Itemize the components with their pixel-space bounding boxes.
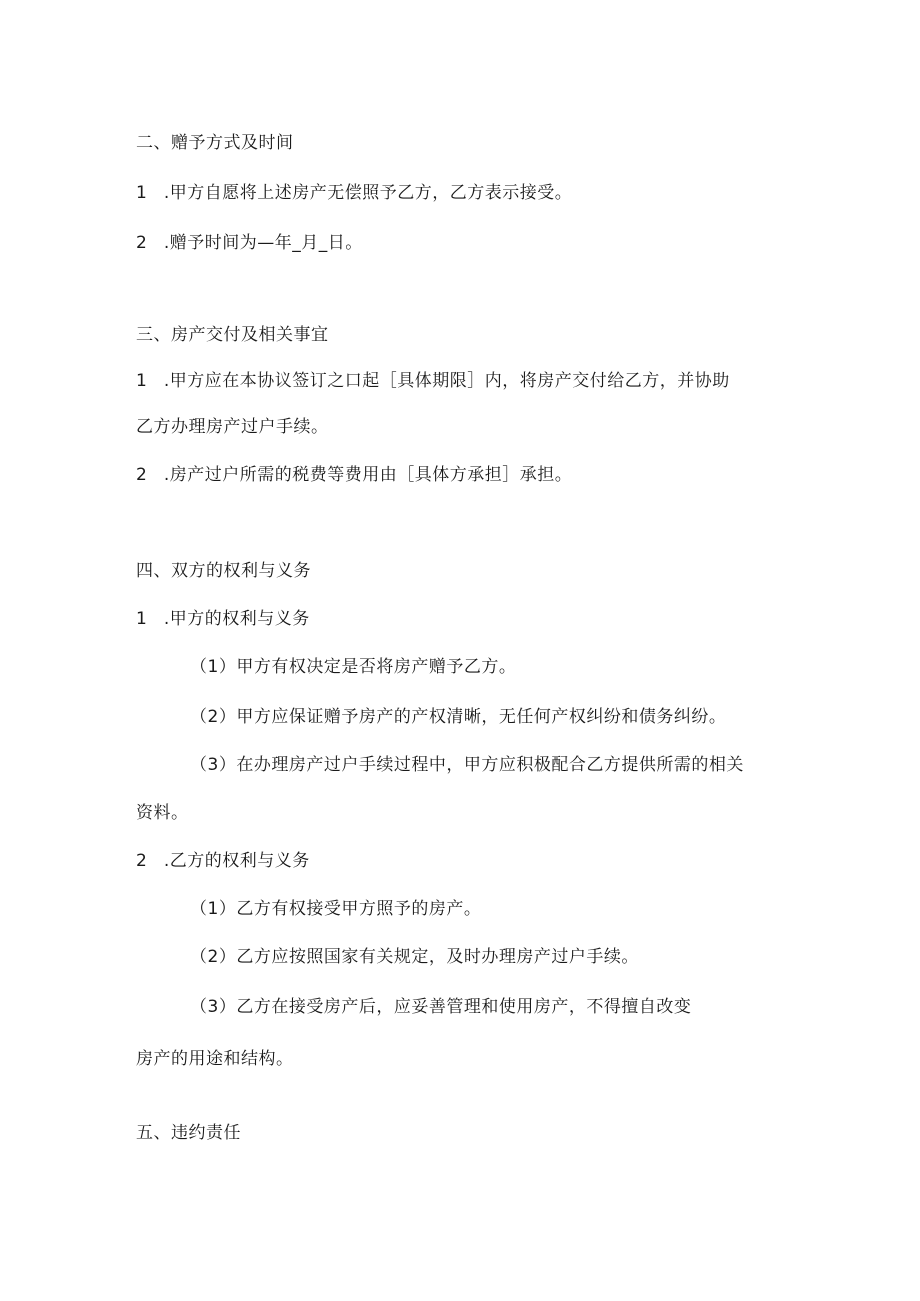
clause-text: .甲方应在本协议签订之口起［具体期限］内，将房产交付给乙方，并协助 [158,371,730,391]
clause-number: 1 [136,371,148,391]
clause-2-1 [136,181,572,205]
clause-number: 1 [136,183,148,203]
subclause-4-1-2: （2）甲方应保证赠予房产的产权清晰，无任何产权纠纷和债务纠纷。 [190,707,727,727]
clause-number: 2 [136,465,148,485]
section-heading-4: 四、双方的权利与义务 [136,561,311,581]
subclause-4-1-3: （3）在办理房产过户手续过程中，甲方应积极配合乙方提供所需的相关 [190,755,744,775]
section-heading-2: 二、赠予方式及时间 [136,133,294,153]
clause-number: 1 [136,609,148,629]
clause-3-1-continuation: 乙方办理房产过户手续。 [136,417,329,437]
clause-2-2 [136,231,363,255]
subclause-4-1-1: （1）甲方有权决定是否将房产赠予乙方。 [190,657,517,677]
clause-number: 2 [136,851,148,871]
clause-4-2 [136,849,310,873]
subclause-4-2-1: （1）乙方有权接受甲方照予的房产。 [190,899,482,919]
subclause-4-1-3-continuation: 资料。 [136,803,189,823]
clause-3-1 [136,369,730,393]
clause-3-2 [136,463,572,487]
subclause-4-2-3-continuation: 房产的用途和结构。 [136,1049,294,1069]
subclause-4-2-3: （3）乙方在接受房产后，应妥善管理和使用房产，不得擅自改变 [190,997,692,1017]
section-heading-3: 三、房产交付及相关事宜 [136,325,329,345]
subclause-4-2-2: （2）乙方应按照国家有关规定，及时办理房产过户手续。 [190,947,639,967]
clause-text: .房产过户所需的税费等费用由［具体方承担］承担。 [158,465,573,485]
clause-text: .乙方的权利与义务 [158,851,310,871]
section-heading-5: 五、违约责任 [136,1123,241,1143]
clause-text: .甲方自愿将上述房产无偿照予乙方，乙方表示接受。 [158,183,573,203]
clause-text: .甲方的权利与义务 [158,609,310,629]
clause-4-1 [136,607,310,631]
clause-number: 2 [136,233,148,253]
clause-text: .赠予时间为—年_月_日。 [158,233,363,253]
